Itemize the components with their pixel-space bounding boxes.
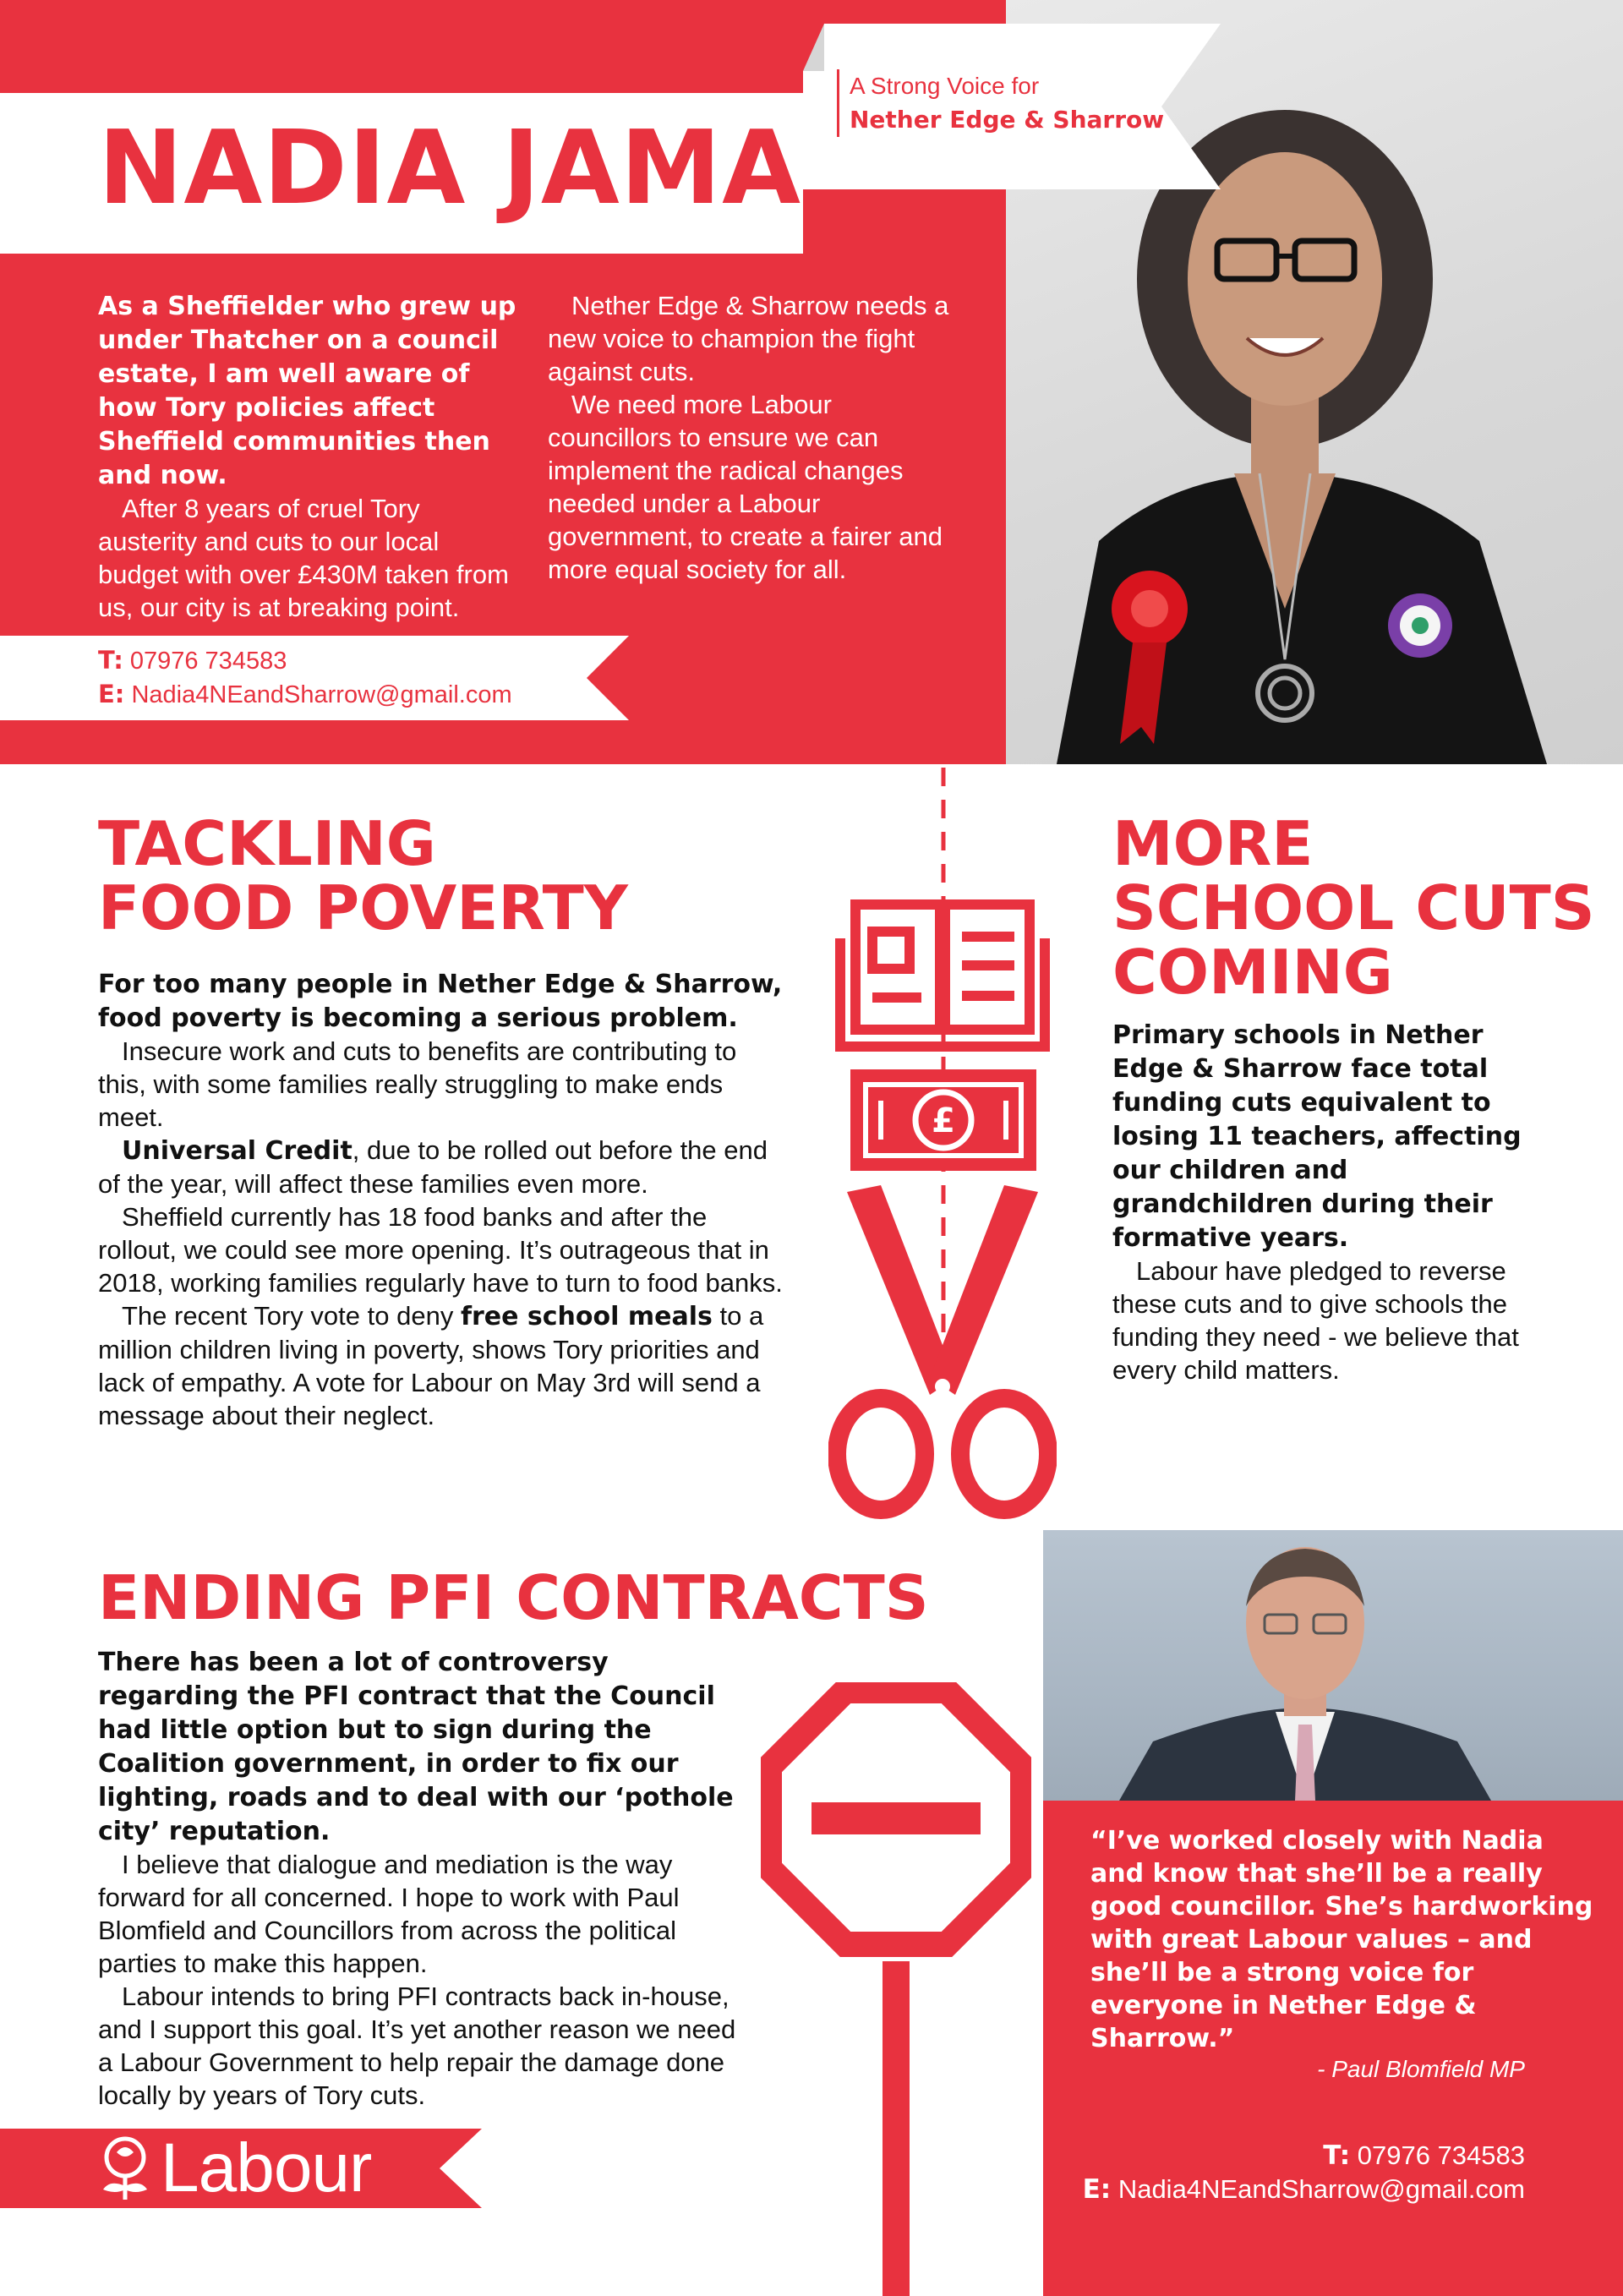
phone-number[interactable]: 07976 734583	[1357, 2140, 1525, 2170]
email-address[interactable]: Nadia4NEandSharrow@gmail.com	[1118, 2174, 1525, 2204]
heading-pfi-contracts: ENDING PFI CONTRACTS	[98, 1562, 929, 1633]
phone-label: T:	[1323, 2140, 1351, 2171]
heading-school-cuts: MORE SCHOOL CUTS COMING	[1112, 808, 1595, 1008]
food-paragraph: Universal Credit, due to be rolled out before the end of the year, will affect these families even more.	[98, 1135, 768, 1199]
email-label: E:	[1082, 2174, 1112, 2205]
pfi-paragraph: Labour intends to bring PFI contracts back in-house, and I support this goal. It’s yet another reason we need a Labour Government to help repair the damage done locally by years of Tory cuts.	[98, 1982, 736, 2110]
banknote-pound-icon	[850, 1069, 1036, 1171]
intro-paragraph: We need more Labour councillors to ensure we can implement the radical changes needed under a Labour government, to create a fairer and more equal society for all.	[548, 390, 943, 584]
quote-attribution: - Paul Blomfield MP	[1317, 2056, 1525, 2082]
food-paragraph: The recent Tory vote to deny free school meals to a million children living in poverty, shows Tory priorities and lack of empathy. A vote for Labour on May 3rd will send a message about their neglect.	[98, 1301, 764, 1430]
tagline	[837, 69, 1164, 137]
center-icon-column	[828, 879, 1057, 1522]
intro-left-column	[98, 289, 521, 624]
contact-block-top	[98, 644, 512, 712]
school-cuts-body	[1112, 1018, 1535, 1386]
labour-logo-text: Labour	[161, 2129, 372, 2206]
rose-icon	[95, 2134, 156, 2201]
pfi-body	[98, 1645, 749, 2112]
contact-block-bottom	[1043, 2139, 1525, 2206]
pfi-lead: There has been a lot of controversy regarding the PFI contract that the Council had little option but to sign during the Coalition government, in order to fix our lighting, roads and to deal with our ‘pothole city’ reputation.	[98, 1648, 734, 1846]
email-address[interactable]: Nadia4NEandSharrow@gmail.com	[131, 681, 512, 708]
intro-paragraph: Nether Edge & Sharrow needs a new voice to champion the fight against cuts.	[548, 291, 949, 386]
mp-photo	[1043, 1530, 1623, 1801]
school-lead: Primary schools in Nether Edge & Sharrow face total funding cuts equivalent to losing 11 teachers, affecting our children and grandchildren during their formative years.	[1112, 1020, 1522, 1253]
email-label: E:	[98, 680, 125, 708]
candidate-name: NADIA JAMA	[98, 110, 802, 227]
phone-label: T:	[98, 646, 123, 675]
book-icon	[840, 905, 1045, 1047]
svg-text:£: £	[932, 1102, 955, 1140]
phone-number[interactable]: 07976 734583	[129, 648, 287, 675]
no-entry-sign-icon	[761, 1682, 1031, 2296]
food-paragraph: Sheffield currently has 18 food banks and after the rollout, we could see more opening. It’s outrageous that in 2018, working families regularly have to turn to food banks.	[98, 1202, 783, 1298]
endorsement-quote: “I’ve worked closely with Nadia and know that she’ll be a really good councillor. She’s hardworking with great Labour values – and she’ll be a strong voice for everyone in Nether Edge & Sharrow.”	[1090, 1826, 1593, 2053]
intro-lead: As a Sheffielder who grew up under Thatcher on a council estate, I am well aware of how Tory policies affect Sheffield communities then and now.	[98, 292, 516, 490]
intro-paragraph: After 8 years of cruel Tory austerity and cuts to our local budget with over £430M taken from us, our city is at breaking point.	[98, 494, 509, 622]
tagline-line2: Nether Edge & Sharrow	[850, 106, 1165, 134]
tagline-line1: A Strong Voice for	[850, 73, 1040, 99]
heading-food-poverty: TACKLING FOOD POVERTY	[98, 808, 628, 943]
scissors-icon	[837, 1185, 1048, 1510]
food-lead: For too many people in Nether Edge & Sharrow, food poverty is becoming a serious problem.	[98, 970, 783, 1033]
school-paragraph: Labour have pledged to reverse these cuts and to give schools the funding they need - we believe that every child matters.	[1112, 1256, 1519, 1385]
food-poverty-body	[98, 967, 791, 1432]
pfi-paragraph: I believe that dialogue and mediation is the way forward for all concerned. I hope to work with Paul Blomfield and Councillors from across the political parties to make this happen.	[98, 1850, 680, 1978]
food-paragraph: Insecure work and cuts to benefits are contributing to this, with some families really struggling to make ends meet.	[98, 1036, 737, 1132]
intro-right-column	[548, 289, 954, 586]
